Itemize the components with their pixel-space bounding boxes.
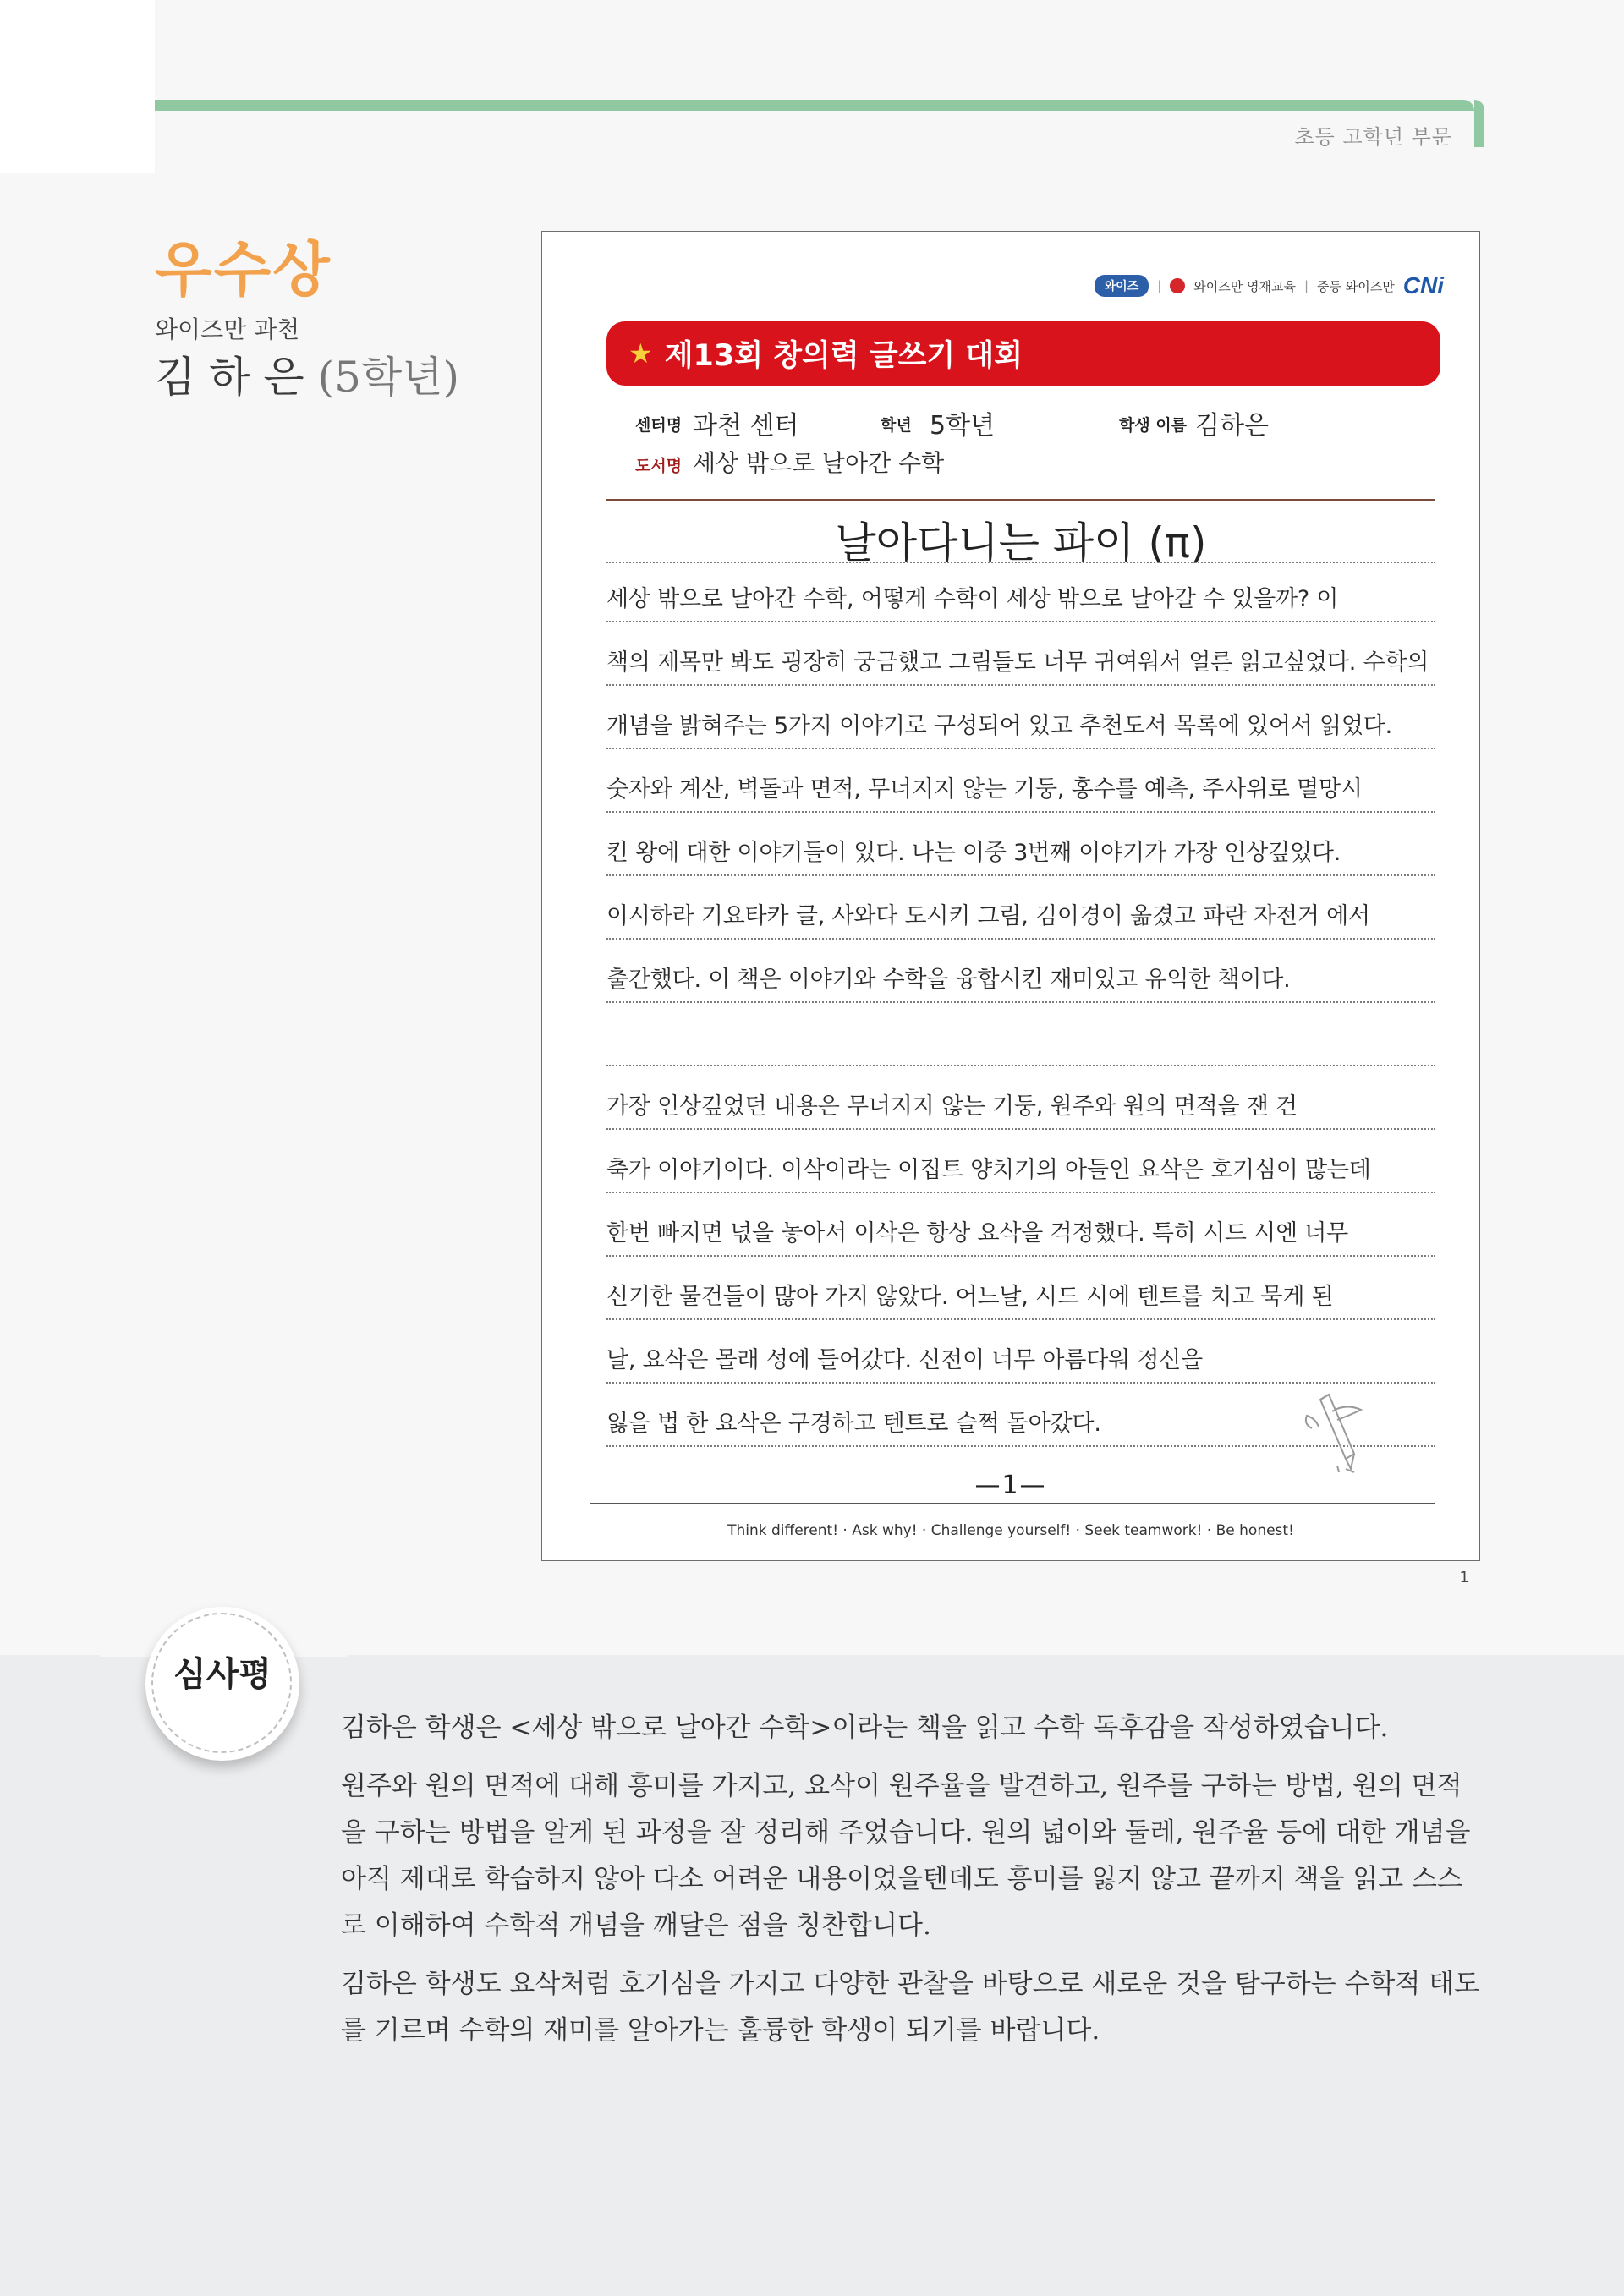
ruled-line (606, 1065, 1435, 1066)
essay-line: 책의 제목만 봐도 굉장히 궁금했고 그림들도 너무 귀여워서 얼른 읽고싶었다. 수학의 (606, 649, 1429, 676)
review-badge-label: 심사평 (173, 1655, 272, 1694)
student-name: 김 하 은 (155, 353, 304, 402)
ruled-line (606, 1318, 1435, 1320)
center-value: 과천 센터 (693, 411, 799, 441)
student-grade: (5학년) (317, 353, 460, 402)
motto: Think different! · Ask why! · Challenge yourself! · Seek teamwork! · Be honest! (727, 1522, 1294, 1539)
ruled-line (606, 1128, 1435, 1130)
essay-line: 신기한 물건들이 많아 가지 않았다. 어느날, 시드 시에 텐트를 치고 묵게 된 (606, 1284, 1334, 1310)
wise-logo: 와이즈 (1095, 275, 1149, 297)
review-paragraph-3: 김하은 학생도 요삭처럼 호기심을 가지고 다양한 관찰을 바탕으로 새로운 것을 탐구하는 수학적 태도를 기르며 수학의 재미를 알아가는 훌륭한 학생이 되기를 바랍니다. (341, 1969, 1480, 2046)
essay-line: 축가 이야기이다. 이삭이라는 이집트 양치기의 아들인 요삭은 호기심이 많는데 (606, 1157, 1371, 1183)
essay-line: 가장 인상깊었던 내용은 무너지지 않는 기둥, 원주와 원의 면적을 잰 건 (606, 1093, 1298, 1120)
review-text (341, 1705, 1484, 2066)
essay-line: 출간했다. 이 책은 이야기와 수학을 융합시킨 재미있고 유익한 책이다. (606, 967, 1291, 993)
grade-label: 학년 (881, 416, 912, 435)
review-paragraph-1: 김하은 학생은 <세상 밖으로 날아간 수학>이라는 책을 읽고 수학 독후감을 작성하였습니다. (341, 1712, 1389, 1743)
essay-line: 숫자와 계산, 벽돌과 면적, 무너지지 않는 기둥, 홍수를 예측, 주사위로 멸망시 (606, 776, 1363, 803)
header-divider (606, 499, 1435, 501)
header-rule-bar (155, 100, 1474, 111)
page-number: 1 (1459, 1569, 1469, 1586)
award-center: 와이즈만 과천 (155, 315, 300, 343)
ruled-line (606, 621, 1435, 622)
cni-logo: CNi (1402, 272, 1444, 299)
review-paragraph-2: 원주와 원의 면적에 대해 흥미를 가지고, 요삭이 원주율을 발견하고, 원주를 구하는 방법, 원의 면적을 구하는 방법을 알게 된 과정을 잘 정리해 주었습니다. 원의 넓이와 둘레, 원주율 등에 대한 개념을 아직 제대로 학습하지 않아 다소 어려운 내용이었을텐데도 흥미를 잃지 않고 끝까지 책을 읽고 스스로 이해하여 수학적 개념을 깨달은 점을 칭찬합니다. (341, 1771, 1471, 1941)
ruled-line (606, 562, 1435, 563)
essay-line: 한번 빠지면 넋을 놓아서 이삭은 항상 요삭을 걱정했다. 특히 시드 시엔 너무 (606, 1220, 1349, 1247)
book-value: 세상 밖으로 날아간 수학 (693, 449, 945, 477)
ruled-line (606, 1192, 1435, 1193)
ruled-line (606, 748, 1435, 749)
contest-banner (606, 321, 1440, 386)
contest-title: 제13회 창의력 글쓰기 대회 (664, 339, 1023, 373)
review-badge (145, 1607, 299, 1761)
section-label: 초등 고학년 부문 (1294, 125, 1452, 149)
essay-line: 이시하라 기요타카 글, 사와다 도시키 그림, 김이경이 옮겼고 파란 자전거 에서 (606, 903, 1370, 929)
essay-sheet (541, 231, 1480, 1561)
wiseman-logo-icon (1170, 278, 1185, 293)
pencil-icon (1295, 1378, 1396, 1479)
top-corner-block (0, 0, 155, 173)
sponsor-logos (1095, 272, 1444, 299)
ruled-line (606, 684, 1435, 686)
middle-brand: 중등 와이즈만 (1317, 278, 1395, 294)
header-rule-corner (1474, 100, 1484, 147)
sheet-page-mark: —1— (974, 1471, 1047, 1500)
book-label: 도서명 (635, 457, 683, 475)
ruled-line (606, 1255, 1435, 1257)
center-label: 센터명 (635, 416, 683, 435)
essay-title: 날아다니는 파이 (π) (835, 518, 1207, 567)
award-title: 우수상 (155, 235, 332, 304)
ruled-line (606, 1001, 1435, 1003)
star-icon: ★ (628, 337, 653, 370)
footer-divider (590, 1503, 1435, 1504)
logo-separator: | (1303, 278, 1309, 293)
essay-line: 세상 밖으로 날아간 수학, 어떻게 수학이 세상 밖으로 날아갈 수 있을까? 이 (606, 586, 1339, 612)
ruled-line (606, 938, 1435, 940)
essay-line: 개념을 밝혀주는 5가지 이야기로 구성되어 있고 추천도서 목록에 있어서 읽었다. (606, 713, 1393, 739)
student-line (155, 343, 459, 404)
essay-line: 날, 요삭은 몰래 성에 들어갔다. 신전이 너무 아름다워 정신을 (606, 1347, 1203, 1373)
logo-separator: | (1157, 278, 1162, 293)
name-value: 김하은 (1195, 411, 1269, 441)
wiseman-brand: 와이즈만 영재교육 (1193, 278, 1296, 294)
grade-value: 5학년 (930, 411, 996, 441)
essay-line: 킨 왕에 대한 이야기들이 있다. 나는 이중 3번째 이야기가 가장 인상깊었다. (606, 840, 1341, 866)
essay-line: 잃을 법 한 요삭은 구경하고 텐트로 슬쩍 돌아갔다. (606, 1411, 1101, 1437)
ruled-line (606, 874, 1435, 876)
ruled-line (606, 811, 1435, 813)
name-label: 학생 이름 (1119, 416, 1188, 435)
